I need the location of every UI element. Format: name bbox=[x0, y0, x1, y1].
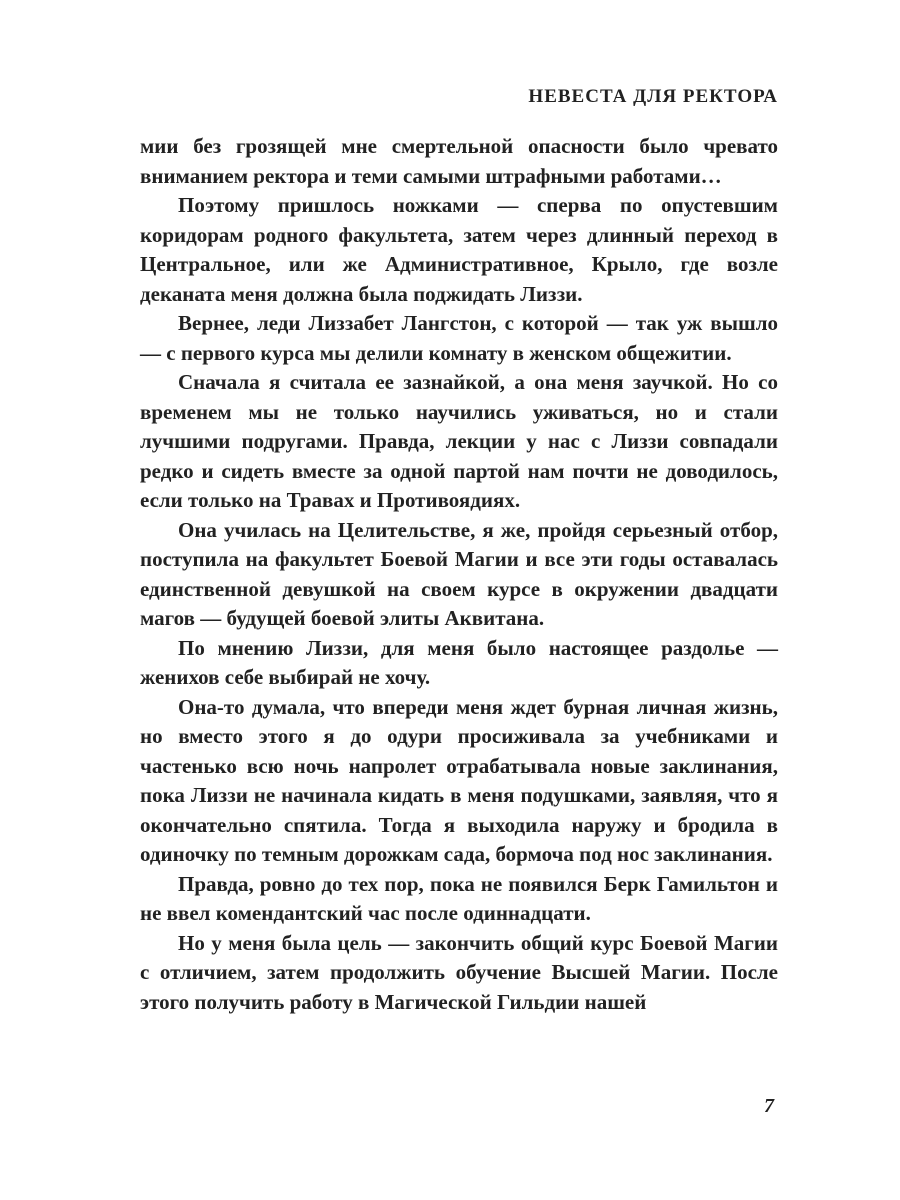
page-number: 7 bbox=[764, 1095, 774, 1117]
running-header-title: НЕВЕСТА ДЛЯ РЕКТОРА bbox=[528, 86, 778, 107]
paragraph: Она-то думала, что впереди меня ждет бурная личная жизнь, но вместо этого я до одури просиживала за учебниками и частенько всю ночь напролет отрабатывала новые заклинания, пока Лиззи не начинала кидать в меня подушками, заявляя, что я окончательно спятила. Тогда я выходила наружу и бродила в одиночку по темным дорожкам сада, бормоча под нос заклинания. bbox=[140, 694, 778, 866]
paragraph: Вернее, леди Лиззабет Лангстон, с которой — так уж вышло — с первого курса мы делили комнату в женском общежитии. bbox=[140, 311, 778, 365]
paragraph: Она училась на Целительстве, я же, пройдя серьезный отбор, поступила на факультет Боевой Магии и все эти годы оставалась единственной девушкой на своем курсе в окружении двадцати магов — будущей боевой элиты Аквитана. bbox=[140, 517, 778, 630]
paragraph: Поэтому пришлось ножками — сперва по опустевшим коридорам родного факультета, затем через длинный переход в Центральное, или же Административное, Крыло, где возле деканата меня должна была поджидать Лиззи. bbox=[140, 193, 778, 306]
paragraph: Но у меня была цель — закончить общий курс Боевой Магии с отличием, затем продолжить обучение Высшей Магии. После этого получить работу в Магической Гильдии нашей bbox=[140, 930, 778, 1014]
paragraph: По мнению Лиззи, для меня было настоящее раздолье — женихов себе выбирай не хочу. bbox=[140, 635, 778, 689]
paragraph: мии без грозящей мне смертельной опасности было чревато вниманием ректора и теми самыми штрафными работами… bbox=[140, 134, 778, 188]
body-text bbox=[140, 132, 778, 1017]
paragraph: Сначала я считала ее зазнайкой, а она меня заучкой. Но со временем мы не только научились уживаться, но и стали лучшими подругами. Правда, лекции у нас с Лиззи совпадали редко и сидеть вместе за одной партой нам почти не доводилось, если только на Травах и Противоядиях. bbox=[140, 370, 778, 512]
paragraph: Правда, ровно до тех пор, пока не появился Берк Гамильтон и не ввел комендантский час после одиннадцати. bbox=[140, 871, 778, 925]
